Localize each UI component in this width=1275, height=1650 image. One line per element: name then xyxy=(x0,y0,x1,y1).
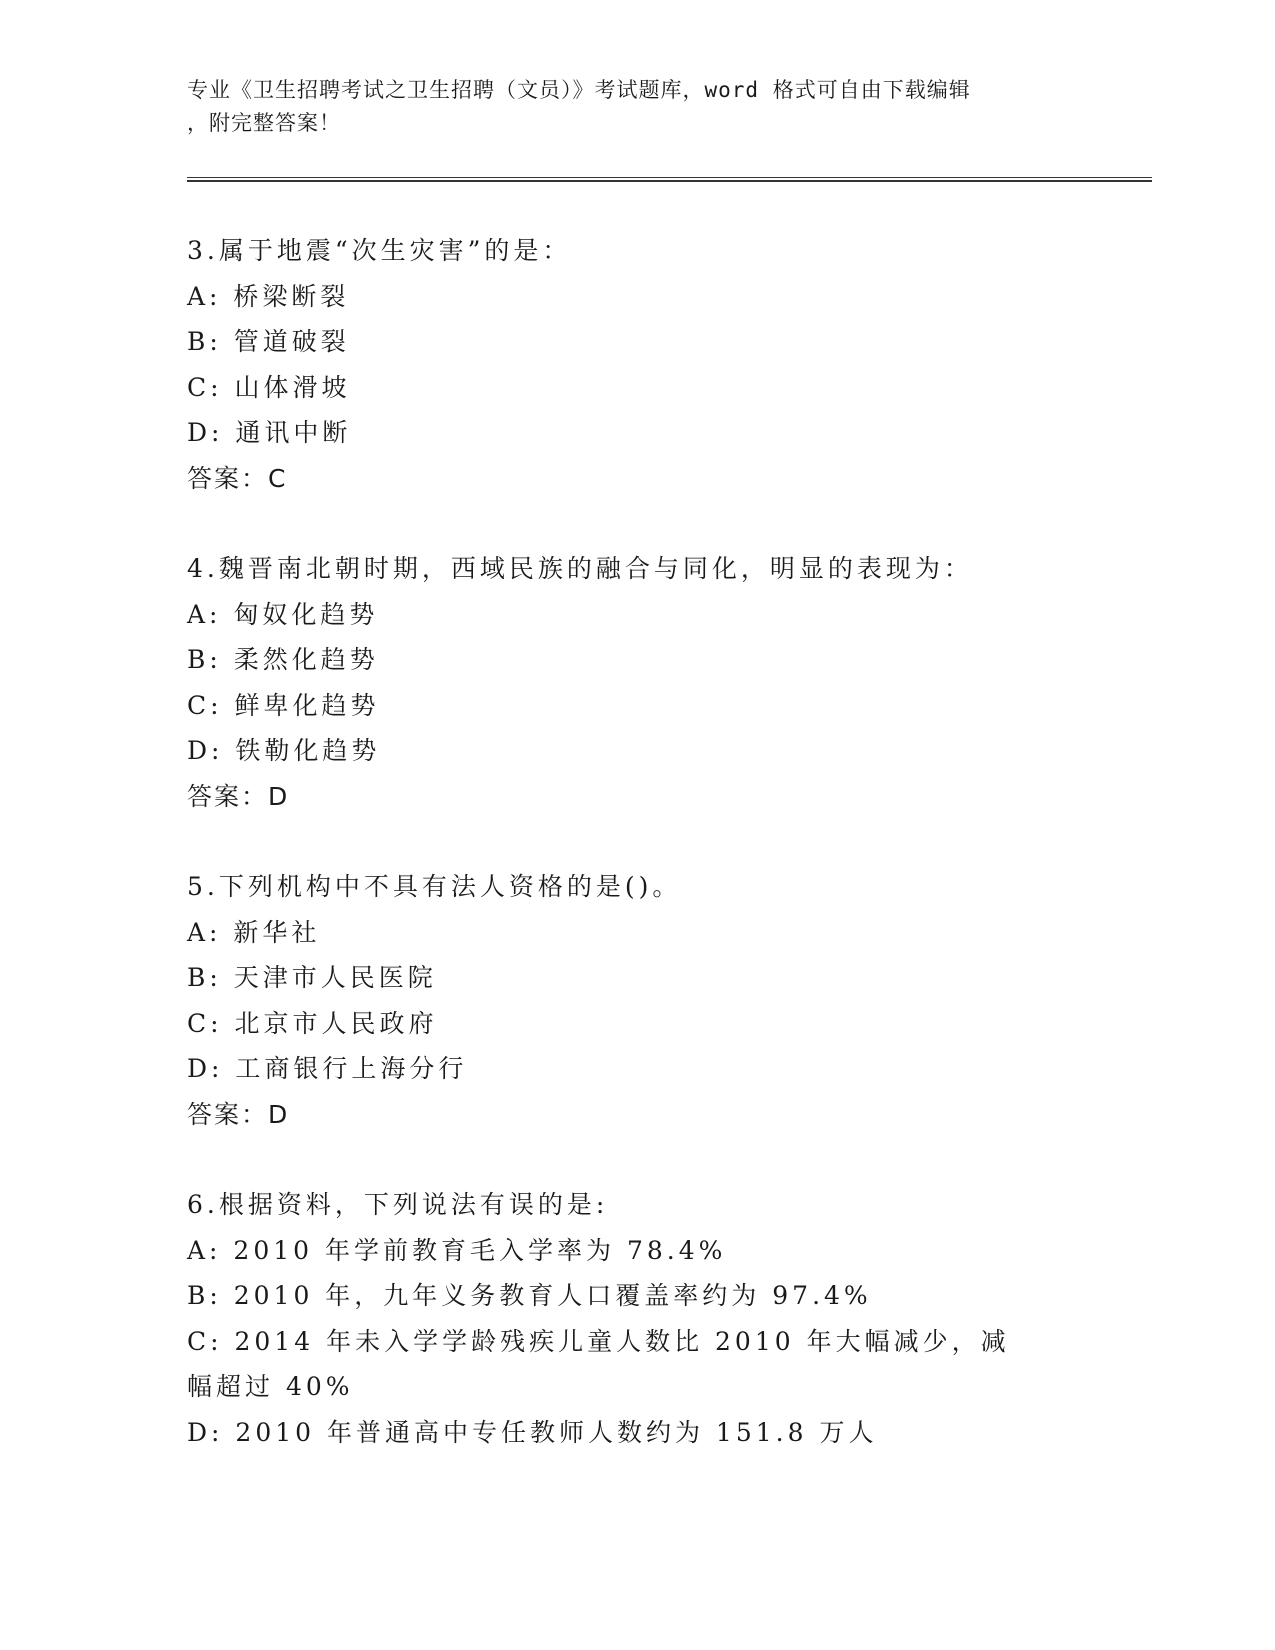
option-b: B: 柔然化趋势 xyxy=(187,645,379,674)
option-b: B: 2010 年，九年义务教育人口覆盖率约为 97.4% xyxy=(187,1281,872,1310)
option-a: A: 新华社 xyxy=(187,917,321,947)
option-b: B: 天津市人民医院 xyxy=(187,963,437,992)
question-stem: 6.根据资料，下列说法有误的是: xyxy=(187,1190,609,1219)
question-stem: 3.属于地震“次生灾害”的是： xyxy=(187,236,572,265)
option-a: A: 匈奴化趋势 xyxy=(187,599,379,629)
option-d: D: 工商银行上海分行 xyxy=(187,1054,468,1083)
option-c: C: 山体滑坡 xyxy=(187,372,351,402)
question-stem: 5.下列机构中不具有法人资格的是()。 xyxy=(187,872,682,901)
option-d: D: 铁勒化趋势 xyxy=(187,736,381,765)
option-c: C: 鲜卑化趋势 xyxy=(187,690,380,720)
question-6 xyxy=(187,1182,1027,1455)
answer-line: 答案：C xyxy=(187,463,288,493)
header-line-2: ，附完整答案！ xyxy=(187,111,341,135)
header-line-1: 专业《卫生招聘考试之卫生招聘（文员）》考试题库，word 格式可自由下载编辑 xyxy=(187,78,971,102)
option-c: C: 2014 年未入学学龄残疾儿童人数比 2010 年大幅减少，减幅超过 40% xyxy=(187,1326,1010,1401)
question-3 xyxy=(187,228,1087,501)
option-d: D: 通讯中断 xyxy=(187,418,352,447)
option-d: D: 2010 年普通高中专任教师人数约为 151.8 万人 xyxy=(187,1417,878,1447)
header-divider xyxy=(187,177,1152,182)
option-b: B: 管道破裂 xyxy=(187,327,350,356)
answer-line: 答案：D xyxy=(187,781,290,811)
question-4 xyxy=(187,546,1087,819)
question-5 xyxy=(187,864,1087,1137)
option-a: A: 2010 年学前教育毛入学率为 78.4% xyxy=(187,1235,727,1265)
option-a: A: 桥梁断裂 xyxy=(187,281,350,311)
question-stem: 4.魏晋南北朝时期，西域民族的融合与同化，明显的表现为： xyxy=(187,554,973,583)
option-c: C: 北京市人民政府 xyxy=(187,1008,438,1038)
document-header xyxy=(187,74,1067,140)
answer-line: 答案：D xyxy=(187,1099,290,1129)
